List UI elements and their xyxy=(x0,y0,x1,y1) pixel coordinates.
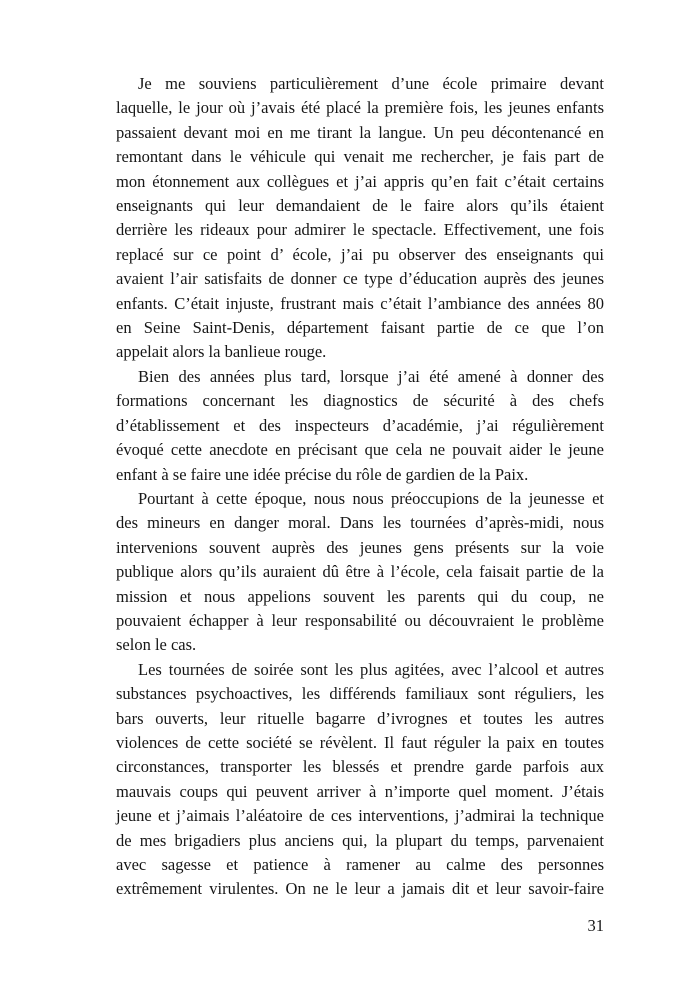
text-line: replacé sur ce point d’ école, j’ai pu observer des enseignants qui xyxy=(116,244,604,264)
text-line: avaient l’air satisfaits de donner ce type d’éducation auprès des jeunes xyxy=(116,269,604,289)
text-line: Les tournées de soirée sont les plus agitées, avec l’alcool et autres xyxy=(138,659,604,679)
text-line: Bien des années plus tard, lorsque j’ai été amené à donner des xyxy=(138,366,604,386)
text-line: extrêmement virulentes. On ne le leur a jamais dit et leur savoir-faire xyxy=(116,879,604,899)
text-line: remontant dans le véhicule qui venait me rechercher, je fais part de xyxy=(116,147,604,167)
text-line: Je me souviens particulièrement d’une école primaire devant xyxy=(138,74,604,93)
paragraph xyxy=(116,658,604,902)
text-line: laquelle, le jour où j’avais été placé la première fois, les jeunes enfants xyxy=(116,98,604,118)
text-line: des mineurs en danger moral. Dans les tournées d’après-midi, nous xyxy=(116,513,604,533)
text-line: mauvais coups qui peuvent arriver à n’importe quel moment. J’étais xyxy=(116,781,604,801)
text-line: mon étonnement aux collègues et j’ai appris qu’en fait c’était certains xyxy=(116,171,604,191)
text-line: Pourtant à cette époque, nous nous préoccupions de la jeunesse et xyxy=(138,488,604,508)
text-line: d’établissement et des inspecteurs d’académie, j’ai régulièrement xyxy=(116,415,604,435)
text-line: passaient devant moi en me tirant la langue. Un peu décontenancé en xyxy=(116,122,604,142)
text-line: violences de cette société se révèlent. Il faut réguler la paix en toutes xyxy=(116,732,604,752)
text-line: mission et nous appelions souvent les parents qui du coup, ne xyxy=(116,586,604,606)
page-number: 31 xyxy=(587,916,604,935)
text-line: enfants. C’était injuste, frustrant mais c’était l’ambiance des années 80 xyxy=(116,293,604,313)
text-line: selon le cas. xyxy=(116,635,197,655)
text-line: circonstances, transporter les blessés et prendre garde parfois aux xyxy=(116,757,604,777)
text-line: jeune et j’aimais l’aléatoire de ces interventions, j’admirai la technique xyxy=(116,806,604,826)
text-line: avec sagesse et patience à ramener au calme des personnes xyxy=(116,855,604,874)
text-line: bars ouverts, leur rituelle bagarre d’ivrognes et toutes les autres xyxy=(116,708,604,728)
text-line: derrière les rideaux pour admirer le spectacle. Effectivement, une fois xyxy=(116,220,604,240)
paragraph xyxy=(116,365,604,487)
text-line: publique alors qu’ils auraient dû être à l’école, cela faisait partie de la xyxy=(116,562,604,582)
paragraph xyxy=(116,487,604,658)
text-line: enfant à se faire une idée précise du rôle de gardien de la Paix. xyxy=(116,464,529,484)
text-line: évoqué cette anecdote en précisant que cela ne pouvait aider le jeune xyxy=(116,440,604,460)
text-line: enseignants qui leur demandaient de le faire alors qu’ils étaient xyxy=(116,196,604,216)
paragraph xyxy=(116,72,604,365)
text-line: substances psychoactives, les différends familiaux sont réguliers, les xyxy=(116,684,604,704)
text-line: appelait alors la banlieue rouge. xyxy=(116,342,327,362)
text-line: en Seine Saint-Denis, département faisant partie de ce que l’on xyxy=(116,318,604,338)
text-line: formations concernant les diagnostics de sécurité à des chefs xyxy=(116,391,604,411)
text-line: pouvaient échapper à leur responsabilité ou découvraient le problème xyxy=(116,610,604,630)
text-line: de mes brigadiers plus anciens qui, la plupart du temps, parvenaient xyxy=(116,830,604,850)
text-line: intervenions souvent auprès des jeunes gens présents sur la voie xyxy=(116,537,604,557)
page-body xyxy=(116,72,604,902)
